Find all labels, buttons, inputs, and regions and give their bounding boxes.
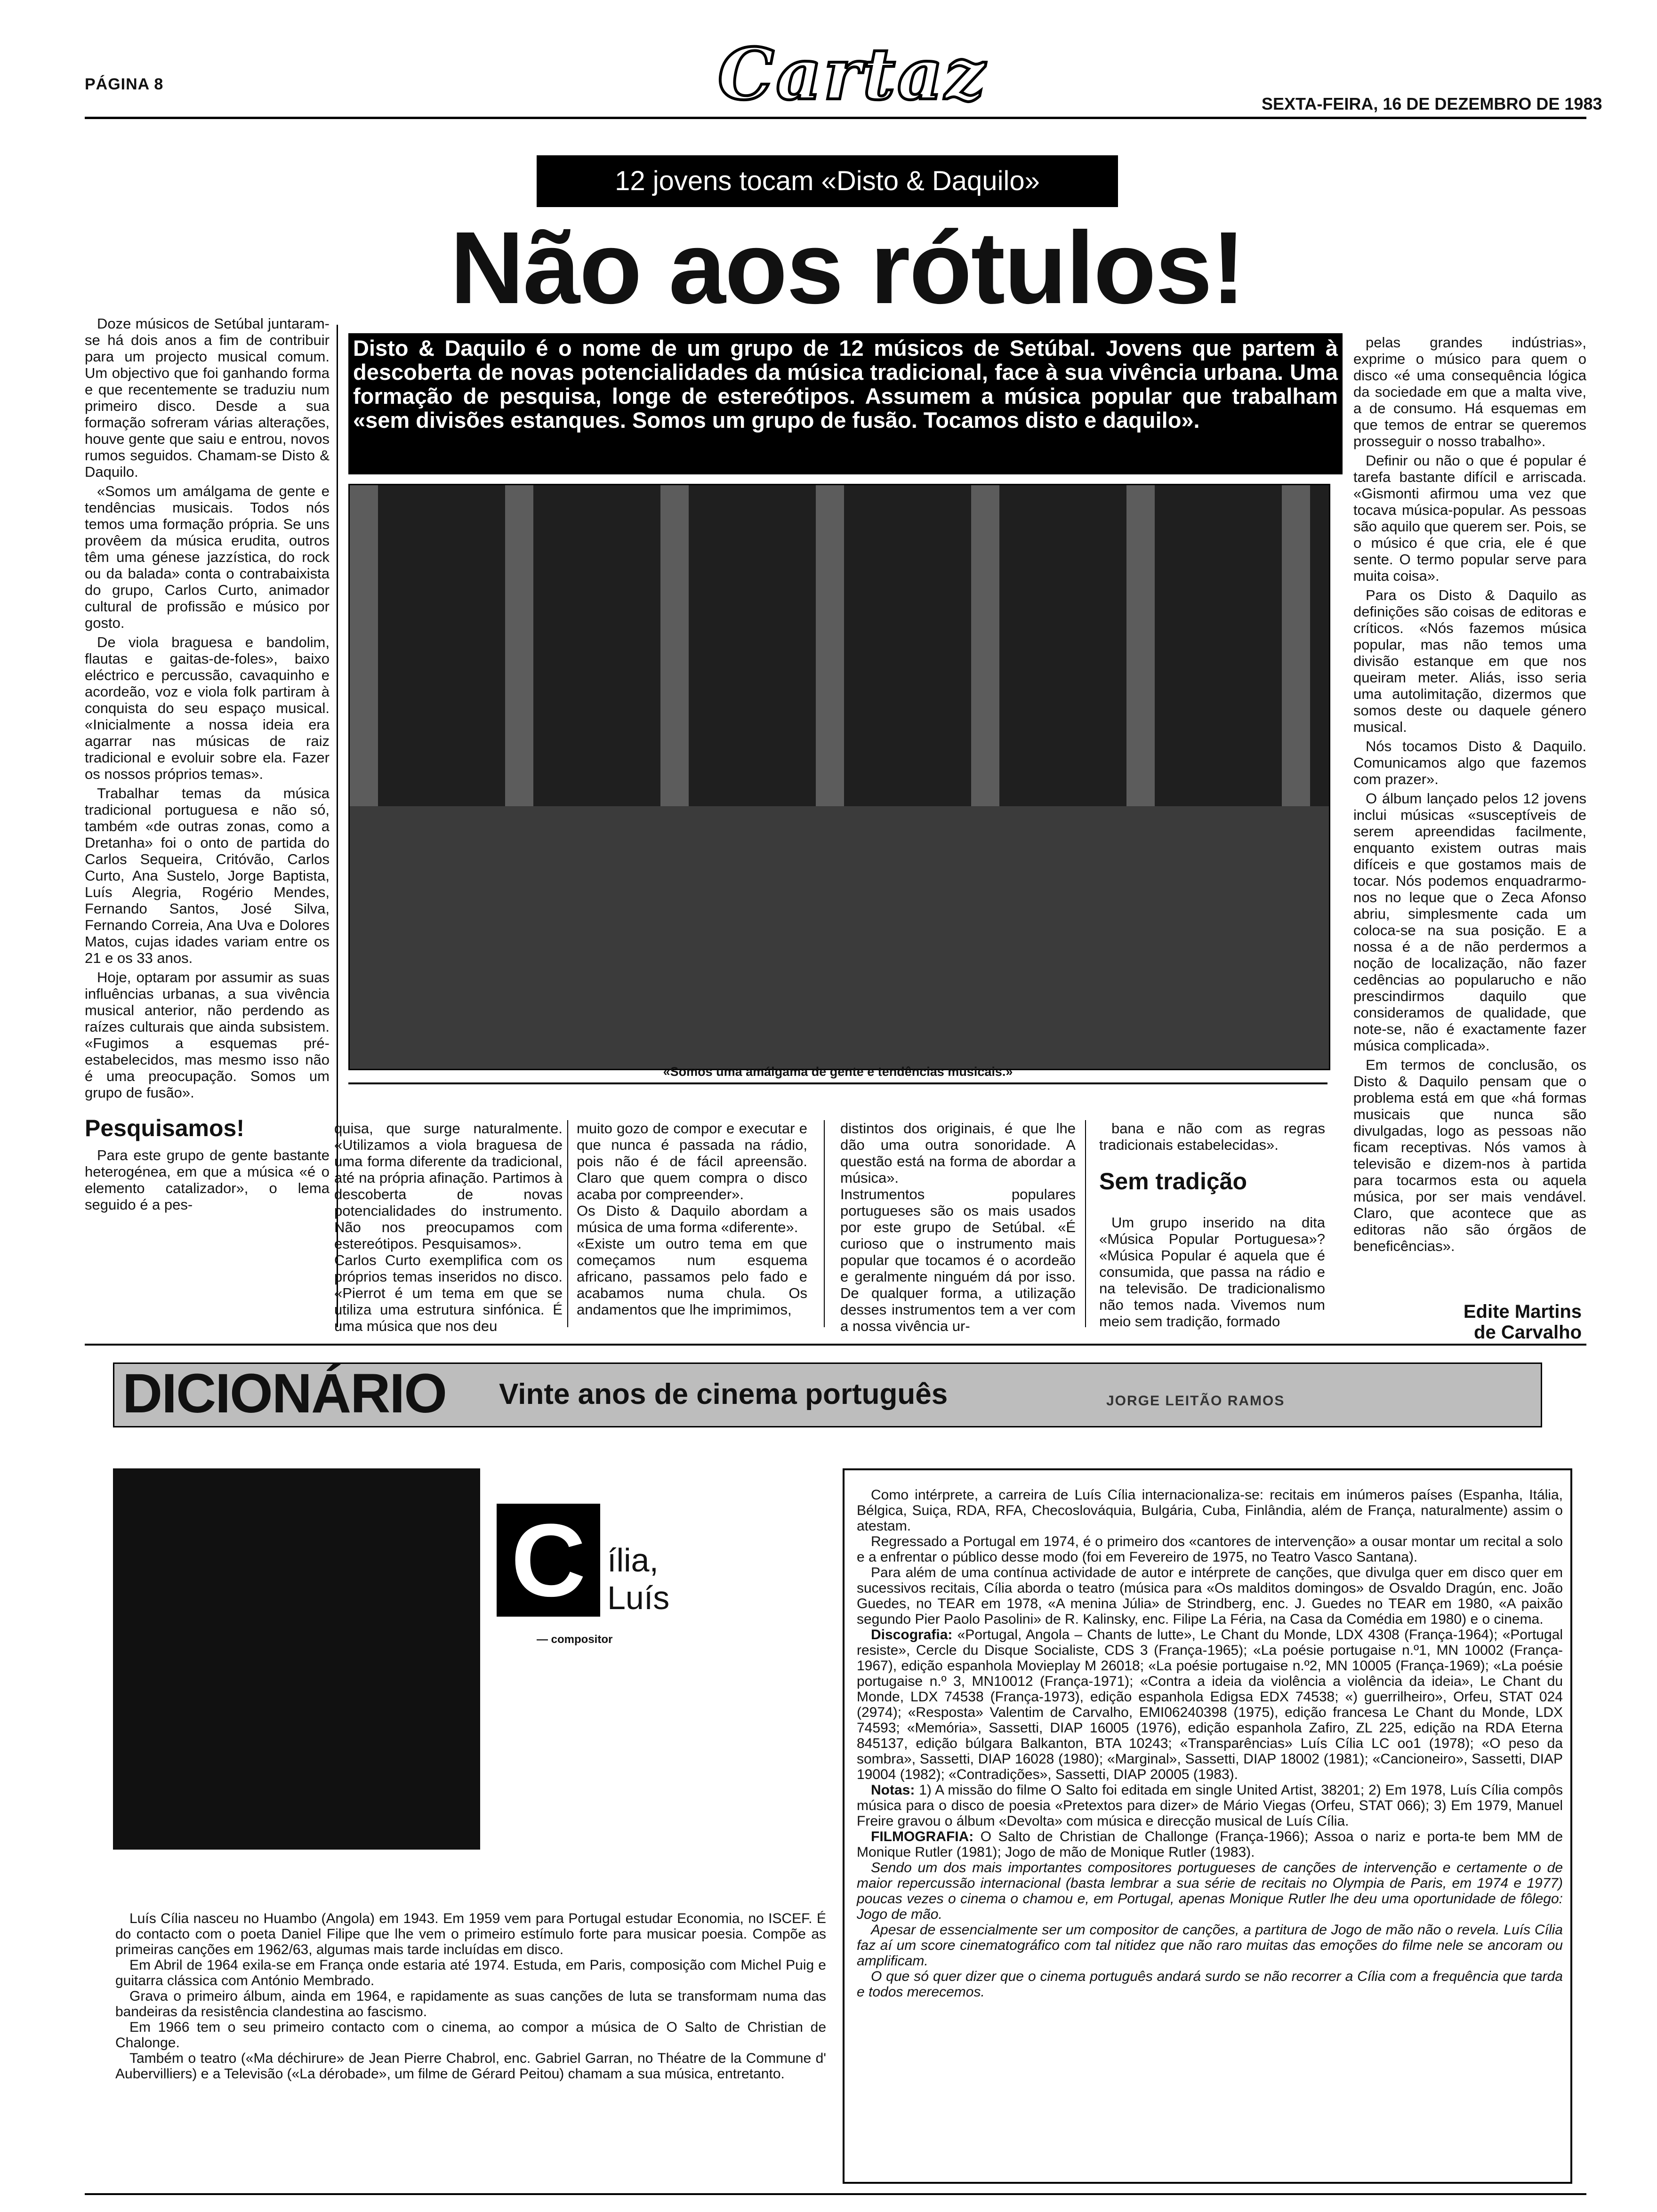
dictionary-bio <box>115 1911 826 2082</box>
text: 1) A missão do filme O Salto foi editada em single United Artist, 38201; 2) Em 1978, Luís Cília compôs música para o disco de poesia «Pretextos para dizer» de Mário Viegas (Orfeu, STAT 066); 3) Em 1979, Manuel Freire gravou o álbum «Devolta» com música e direcção musical de Luís Cília. <box>857 1782 1563 1829</box>
section-rule <box>85 1344 1586 1346</box>
paragraph: Luís Cília nasceu no Huambo (Angola) em 1943. Em 1959 vem para Portugal estudar Economia, no ISCEF. É do contacto com o poeta Daniel Filipe que lhe vem o primeiro estímulo forte para musicar poesia. Compõe as primeiras canções em 1962/63, algumas mais tarde incluídas em disco. <box>115 1911 826 1957</box>
paragraph <box>857 1782 1563 1829</box>
group-photo <box>348 484 1330 1070</box>
article-column-2: quisa, que surge naturalmente. «Utilizamos a viola braguesa de uma forma diferente da tradicional, até na própria afinação. Partimos à descoberta de novas potencialidades do instrumento. Não nos preocupamos com estereótipos. Pesquisamos». Carlos Curto exemplifica com os próprios temas inseridos no disco. «Pierrot é um tema em que se utiliza uma estrutura sinfónica. É uma música que nos deu <box>334 1120 563 1334</box>
dictionary-box-text <box>857 1487 1563 2000</box>
article-column-5 <box>1099 1120 1325 1332</box>
paragraph: bana e não com as regras tradicionais estabelecidas». <box>1099 1120 1325 1153</box>
entry-name-line-2: Luís <box>607 1579 670 1616</box>
dictionary-title: DICIONÁRIO <box>122 1362 446 1425</box>
paragraph: Para os Disto & Daquilo as definições são coisas de editoras e críticos. «Nós fazemos música popular, mas não temos uma divisão estanque em que nos queiram meter. Aliás, isso seria uma autolimitação, dizermos que somos deste ou daquele género musical. <box>1353 587 1586 735</box>
subhead-sem-tradicao: Sem tradição <box>1099 1168 1247 1194</box>
article-column-6 <box>1353 334 1586 1257</box>
dictionary-subtitle: Vinte anos de cinema português <box>499 1378 948 1411</box>
label: Discografia: <box>871 1627 953 1643</box>
paragraph <box>857 1829 1563 1860</box>
entry-initial: C <box>497 1504 600 1617</box>
page-number: PÁGINA 8 <box>85 75 164 93</box>
paragraph: Um grupo inserido na dita «Música Popular Portuguesa»? «Música Popular é aquela que é consumida, que passa na rádio e na televisão. De tradicionalismo não temos nada. Vivemos num meio sem tradição, formado <box>1099 1214 1325 1330</box>
paragraph: Para além de uma contínua actividade de autor e intérprete de canções, que divulga quer em disco quer em sucessivos recitais, Cília aborda o teatro (música para «Os malditos domingos» de Osvaldo Dragún, enc. João Guedes, no TEAR em 1978, «A menina Júlia» de Strindberg, enc. J. Guedes no TEAR em 1980, «A paixão segundo Pier Paolo Pasolini» de R. Kalinsky, enc. Filipe La Féria, na Casa da Comédia em 1980) e o cinema. <box>857 1565 1563 1627</box>
paragraph: De viola braguesa e bandolim, flautas e gaitas-de-foles», baixo eléctrico e percussão, cavaquinho e acordeão, voz e viola folk partiram à conquista do seu espaço musical. «Inicialmente a nossa ideia era agarrar nas músicas de raiz tradicional e evoluir sobre ela. Fazer os nossos próprios temas». <box>85 634 330 782</box>
article-column-1 <box>85 315 330 1216</box>
paragraph <box>857 1627 1563 1782</box>
paragraph: Trabalhar temas da música tradicional portuguesa e não só, também «de outras zonas, como a Dretanha» foi o onto de partida do Carlos Sequeira, Critóvão, Carlos Curto, Ana Sustelo, Jorge Baptista, Luís Alegria, Rogério Mendes, Fernando Santos, José Silva, Fernando Correia, Ana Uva e Dolores Matos, cujas idades variam entre os 21 e os 33 anos. <box>85 785 330 966</box>
paragraph: pelas grandes indústrias», exprime o músico para quem o disco «é uma consequência lógica da sociedade em que a malta vive, a de consumo. Há esquemas em que temos de entrar se queremos prosseguir o nosso trabalho». <box>1353 334 1586 449</box>
footer-rule <box>85 2193 1586 2195</box>
entry-role: — compositor <box>537 1633 613 1646</box>
text: «Portugal, Angola – Chants de lutte», Le Chant du Monde, LDX 4308 (França-1964); «Portugal resiste», Cercle du Disque Socialiste, CDS 3 (França-1965); «La poésie portugaise n.º1, MN 10002 (França-1967), edição espanhola Movieplay M 26018; «La poésie portugaise n.º2, MN 10005 (França-1969); «La poésie portugaise n.º 3, MN10012 (França-1971); «Contra a ideia da violência a violência da ideia», Le Chant du Monde, LDX 74538 (França-1973), edição espanhola Edigsa EDX 74538; «) guerrilheiro», Orfeu, STAT 024 (2974); «Resposta» Valentim de Carvalho, EMI06240398 (1975), edição francesa Le Chant du Monde, LDX 74593; «Memória», Sassetti, DIAP 16005 (1976), edição espanhola Zafiro, ZL 225, edição na RDA Eterna 845137, edição búlgara Balkanton, BTA 10243; «Transparências» Luís Cília LC oo1 (1978); «O peso da sombra», Sassetti, DIAP 16028 (1980); «Marginal», Sassetti, DIAP 18002 (1981); «Cancioneiro», Sassetti, DIAP 19004 (1982); «Contradições», Sassetti, DIAP 20005 (1983). <box>857 1627 1563 1782</box>
entry-name <box>607 1541 669 1617</box>
portrait-photo <box>113 1468 480 1850</box>
photo-caption: «Somos uma amálgama de gente e tendências musicais.» <box>663 1065 1013 1079</box>
paragraph: Também o teatro («Ma déchirure» de Jean Pierre Chabrol, enc. Gabriel Garran, no Théatre de la Commune d' Aubervilliers) e a Televisão («La dérobade», um filme de Gérard Peitou) chamam a sua música, entretanto. <box>115 2051 826 2082</box>
entry-name-line-1: ília, <box>607 1542 659 1579</box>
paragraph: Em 1966 tem o seu primeiro contacto com o cinema, ao compor a música de O Salto de Christian de Chalonge. <box>115 2020 826 2051</box>
paragraph: Grava o primeiro álbum, ainda em 1964, e rapidamente as suas canções de luta se transformam numa das bandeiras da resistência clandestina ao fascismo. <box>115 1988 826 2020</box>
paragraph: Hoje, optaram por assumir as suas influências urbanas, a sua vivência musical anterior, não perdendo as raízes culturais que ainda subsistem. «Fugimos a esquemas pré-estabelecidos, mas mesmo isso não é uma preocupação. Somos um grupo de fusão». <box>85 969 330 1101</box>
column-divider <box>824 1120 825 1327</box>
paragraph: Em termos de conclusão, os Disto & Daquilo pensam que o problema está em que «há formas musicais que nunca são divulgadas, logo as pessoas não ficam receptivas. Nós vamos à televisão e dizem-nos à partida para tocarmos esta ou aquela música, por ser mais vendável. Claro, que acontece que as editoras não são órgãos de beneficências». <box>1353 1057 1586 1254</box>
byline-line-2: de Carvalho <box>1474 1322 1582 1343</box>
subhead-pesquisamos: Pesquisamos! <box>85 1115 245 1141</box>
label: FILMOGRAFIA: <box>871 1829 974 1844</box>
issue-date: SEXTA-FEIRA, 16 DE DEZEMBRO DE 1983 <box>1262 94 1602 113</box>
text: O Salto de Christian de Challonge (França-1966); Assoa o nariz e porta-te bem MM de Monique Rutler (1981); Jogo de mão de Monique Rutler (1983). <box>857 1829 1563 1860</box>
paragraph: Sendo um dos mais importantes compositores portugueses de canções de intervenção e certamente o de maior repercussão internacional (basta lembrar a sua série de recitais no Olympia de Paris, em 1974 e 1977) poucas vezes o cinema o chamou e, em Portugal, apenas Monique Rutler lhe deu uma oportunidade de fôlego: Jogo de mão. <box>857 1860 1563 1922</box>
photo-rule <box>348 1082 1327 1084</box>
paragraph: Apesar de essencialmente ser um compositor de canções, a partitura de Jogo de mão não o revela. Luís Cília faz aí um score cinematográfico com tal nitidez que não raro muitas das emoções do filme nele se ancoram ou amplificam. <box>857 1922 1563 1969</box>
article-column-4: distintos dos originais, é que lhe dão uma outra sonoridade. A questão está na forma de abordar a música». Instrumentos populares portugueses são os mais usados por este grupo de Setúbal. «É curioso que o instrumento mais popular que tocamos é o acordeão e geralmente ninguém dá por isso. De qualquer forma, a utilização desses instrumentos tem a ver com a nossa vivência ur- <box>840 1120 1076 1334</box>
masthead-logo: Cartaz <box>718 33 987 116</box>
label: Notas: <box>871 1782 915 1798</box>
paragraph: Para este grupo de gente bastante heterogénea, em que a música «é o elemento catalizador», o lema seguido é a pes- <box>85 1147 330 1213</box>
paragraph: O que só quer dizer que o cinema português andará surdo se não recorrer a Cília com a frequência que tarda e todos merecemos. <box>857 1969 1563 2000</box>
byline-line-1: Edite Martins <box>1463 1301 1582 1322</box>
article-lede: Disto & Daquilo é o nome de um grupo de 12 músicos de Setúbal. Jovens que partem à descoberta de novas potencialidades da música tradicional, face à sua vivência urbana. Uma formação de pesquisa, longe de estereótipos. Assumem a música popular que trabalham «sem divisões estanques. Somos um grupo de fusão. Tocamos disto e daquilo». <box>348 333 1343 474</box>
article-kicker: 12 jovens tocam «Disto & Daquilo» <box>537 155 1118 207</box>
header-rule <box>85 117 1586 119</box>
paragraph: Nós tocamos Disto & Daquilo. Comunicamos algo que fazemos com prazer». <box>1353 738 1586 787</box>
dictionary-author: JORGE LEITÃO RAMOS <box>1106 1393 1285 1409</box>
byline <box>1337 1301 1582 1343</box>
paragraph: Como intérprete, a carreira de Luís Cília internacionaliza-se: recitais em inúmeros países (Espanha, Itália, Bélgica, Suiça, RDA, RFA, Checoslováquia, Bulgária, Cuba, Finlândia, além de França, naturalmente) assim o atestam. <box>857 1487 1563 1534</box>
article-headline: Não aos rótulos! <box>450 211 1245 325</box>
column-divider <box>1085 1120 1086 1327</box>
paragraph: Doze músicos de Setúbal juntaram-se há dois anos a fim de contribuir para um projecto musical comum. Um objectivo que foi ganhando forma e que recentemente se traduziu num primeiro disco. Desde a sua formação sofreram várias alterações, houve gente que saiu e entrou, novos rumos seguidos. Chamam-se Disto & Daquilo. <box>85 315 330 480</box>
paragraph: Definir ou não o que é popular é tarefa bastante difícil e arriscada. «Gismonti afirmou uma vez que tocava música-popular. As pessoas são aquilo que querem ser. Pois, se o músico é que cria, ele é que sente. O termo popular serve para muita coisa». <box>1353 452 1586 584</box>
paragraph: Em Abril de 1964 exila-se em França onde estaria até 1974. Estuda, em Paris, composição com Michel Puig e guitarra clássica com António Membrado. <box>115 1957 826 1988</box>
column-divider <box>567 1120 568 1327</box>
paragraph: O álbum lançado pelos 12 jovens inclui músicas «susceptíveis de serem apreendidas facilmente, enquanto existem outras mais difíceis e que gostamos mais de tocar. Nós podemos enquadrarmo-nos no leque que o Zeca Afonso abriu, simplesmente cada um coloca-se na sua posição. E a nossa é a de não perdermos a noção de localização, não fazer cedências ao popularucho e não prescindirmos daquilo que consideramos de qualidade, que note-se, não é exactamente fazer música complicada». <box>1353 790 1586 1054</box>
article-column-3: muito gozo de compor e executar e que nunca é passada na rádio, pois não é de fácil apreensão. Claro que quem compra o disco acaba por compreender». Os Disto & Daquilo abordam a música de uma forma «diferente». «Existe um outro tema em que começamos num esquema africano, passamos pelo fado e acabamos numa chula. Os andamentos que lhe imprimimos, <box>577 1120 807 1318</box>
paragraph: Regressado a Portugal em 1974, é o primeiro dos «cantores de intervenção» a ousar montar um recital a solo e a enfrentar o público desse modo (foi em Fevereiro de 1975, no Teatro Vasco Santana). <box>857 1534 1563 1565</box>
paragraph: «Somos um amálgama de gente e tendências musicais. Todos nós temos uma formação própria. Se uns provêem da música erudita, outros têm uma génese jazzística, do rock ou da balada» conta o contrabaixista do grupo, Carlos Curto, animador cultural de profissão e músico por gosto. <box>85 483 330 631</box>
